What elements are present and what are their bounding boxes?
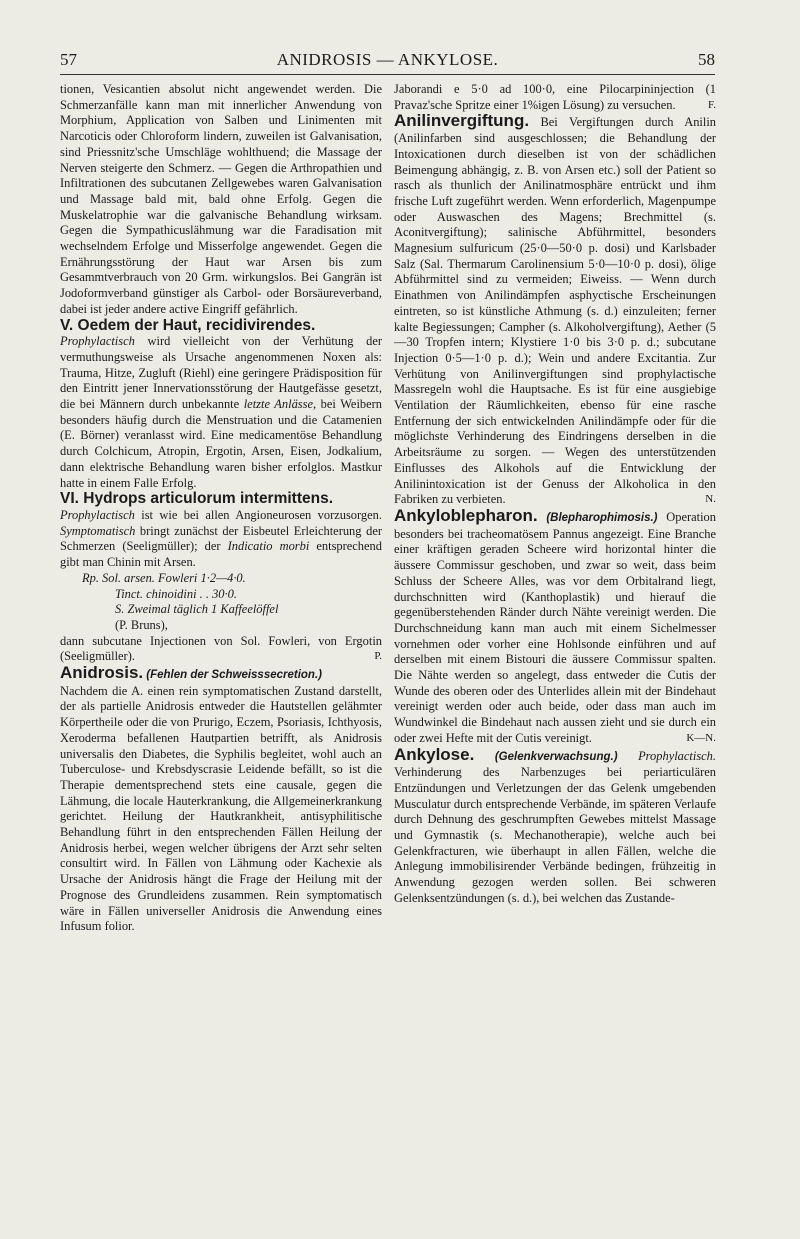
- paragraph: Prophylactisch wird vielleicht von der Verhütung der vermuthungsweise als Ursache angenommenen Noxen als: Trauma, Hitze, Zugluft (Riehl) eine geringere Prädisposition für den Eintritt jener Innervationsstörung der Hautgefässe gesetzt, die bei Männern durch unbekannte letzte Anlässe, bei Weibern besonders häufig durch die Menstruation und die Catamenien (E. Börner) veranlasst wird. Eine medicamentöse Behandlung durch Colchicum, Atropin, Ergotin, Arsen, Eisen, Jodkalium, dann elektrische Behandlung waren bisher erfolglos. Mastkur hatte in einem Falle Erfolg.: [60, 334, 383, 490]
- header-rule: [60, 74, 715, 75]
- paragraph: Nachdem die A. einen rein symptomatischen Zustand darstellt, der als partielle Anidrosis entweder die Hautstellen gelähmter Körpertheile oder die von Prurigo, Eczem, Psoriasis, Ichthyosis, Xeroderma befallenen Hautpartien betrifft, als Anidrosis universalis den Diabetes, die Syphilis begleitet, wohl auch an Tuberculose- und Krebsdyscrasie Leidende befällt, so ist die Therapie dementsprechend stets eine causale, gegen die Lähmung, die locale Hauterkrankung, die Allgemeinerkrankung gerichtet. Heilung der Hautkrankheit, antisyphilitische Behandlung führt in den entsprechenden Fällen Heilung der Anidrosis herbei, wegen welcher übrigens der Arzt sehr selten consultirt wird. In Fällen von Lähmung oder Kachexie als Ursache der Anidrosis hängt die Frage der Heilung mit der Prognose des Grundleidens zusammen. Rein symptomatisch wäre in Fällen universeller Anidrosis die Anwendung eines Infusum folior.: [60, 683, 382, 934]
- section-heading: VI. Hydrops articulorum intermittens.: [60, 490, 334, 508]
- prescription-line: Rp. Sol. arsen. Fowleri 1·2—4·0.: [82, 570, 246, 585]
- section-heading: Ankylose.: [394, 744, 475, 764]
- author-signature: K—N.: [686, 731, 716, 744]
- section-heading: Anilinvergiftung.: [394, 111, 530, 131]
- author-signature: P.: [374, 650, 382, 663]
- prescription-line: Tinct. chinoidini . . 30·0.: [115, 586, 237, 601]
- paragraph: Anilinvergiftung. Bei Vergiftungen durch Anilin (Anilinfarben sind ausgeschlossen; die Behandlung der Intoxicationen durch dieselben ist von der schädlichen Beimengung abhängig, z. B. von Arsen etc.) soll der Patient so rasch als thunlich der Anilinatmosphäre entrückt und ihm frische Luft zugeführt werden. Wenn erforderlich, Magenpumpe oder Auswaschen des Magens; Brechmittel (s. Aconitvergiftung); salinische Abführmittel, besonders Magnesium sulfuricum (25·0—50·0 p. dosi) und Karlsbader Salz (Sal. Thermarum Carolinensium 5·0—10·0 p. dosi), ölige Abführmittel sind zu vermeiden; Eiweiss. — Wenn durch Einathmen von Anilindämpfen asphyctische Erscheinungen eintreten, so ist künstliche Athmung (s. d.) einzuleiten; ferner kalte Begiessungen; Campher (s. Alkoholvergiftung), Aether (5—30 Tropfen intern; Klystiere 1·0 bis 3·0 p. d.; subcutane Injection 0·5—1·0 p. d.); Wein und andere Excitantia. Zur Verhütung von Anilinvergiftungen sind prophylactische Massregeln wohl die Hauptsache. Es ist für eine ausgiebige Ventilation der Räumlichkeiten, ebenso für eine rasche Entfernung der sich entwickelnden Anilindämpfe oder für die möglichste Verhinderung des Eindringens derselben in die Arbeitsräume zu sorgen. — Wegen des unterstützenden Einflusses des Alkohols auf die Entwicklung der Anilinintoxication ist der Genuss der Alkoholica in den Fabriken zu verbieten. N.: [394, 111, 716, 507]
- paragraph: Prophylactisch ist wie bei allen Angioneurosen vorzusorgen. Symptomatisch bringt zunächst der Eisbeutel Erleichterung der Schmerzen (Seeligmüller); der Indicatio morbi entsprechend gibt man Chinin mit Arsen.: [60, 507, 382, 570]
- paragraph: dann subcutane Injectionen von Sol. Fowleri, von Ergotin (Seeligmüller). P.: [60, 633, 382, 664]
- right-column: [394, 82, 716, 907]
- left-column: [60, 82, 382, 935]
- section-heading: Ankyloblepharon.: [394, 505, 538, 525]
- author-signature: F.: [708, 98, 716, 111]
- paragraph: tionen, Vesicantien absolut nicht angewendet werden. Die Schmerzanfälle kann man mit innerlicher Anwendung von Morphium, Application von Salben und Linimenten mit Narcoticis oder Chloroform lindern, zuweilen ist Galvanisation, sind Priessnitz'sche Umschläge wohlthuend; die Massage der Nerven steigerte den Schmerz. — Gegen die Arthropathien und Infiltrationen des subcutanen Zellgewebes waren Galvanisation und Massage bald mit, bald ohne Erfolg. Gegen die Muskelatrophie war die galvanische Behandlung wirksam. Gegen die Sympathicuslähmung war die Faradisation mit wechselndem Erfolge und Misserfolge angewendet. Gegen die Ernährungsstörung der Haut war Arsen bis zum Gesammtverbrauch von 20 Grm. wirkungslos. Bei Gangrän ist Jodoformverband günstiger als Carbol- oder Borsäureverband, dabei ist jeder andere active Eingriff gefährlich.: [60, 82, 382, 316]
- prescription-line: S. Zweimal täglich 1 Kaffeelöffel: [115, 602, 279, 617]
- author-signature: N.: [705, 493, 716, 506]
- section-heading: Anidrosis. (Fehlen der Schweisssecretion.): [60, 663, 322, 683]
- prescription-line: (P. Bruns),: [115, 617, 168, 632]
- page-number-left: 57: [60, 50, 77, 69]
- running-title: ANIDROSIS — ANKYLOSE.: [276, 50, 499, 69]
- paragraph: Ankyloblepharon. (Blepharophimosis.) Operation besonders bei tracheomatösem Pannus angezeigt. Eine Branche einer kräftigen geraden Scheere wird horizontal hinter die äussere Commissur geschoben, und zwar so weit, dass beim Schluss der Scheere Alles, was vor dem Orbitalrand liegt, durchschnitten wird (Kanthoplastik) und hierauf die gegenüberstehenden Ränder durch Nähte vereinigt werden. Die Durchschneidung kann man auch mit einem Sichelmesser vornehmen oder vorher eine Hohlsonde einführen und auf derselben mit einem Bistouri die äussere Commissur spalten. Die Nähte werden so angelegt, dass entweder die Cutis der Wunde des oberen oder des Unterlides allein mit der Bindehaut vereinigt werden oder auch beide, oder dass man auch im Wundwinkel die Bindehaut nach aussen zieht und sie durch ein oder zwei Hefte mit der Cutis vereinigt. K—N.: [394, 505, 716, 745]
- page-number-right: 58: [698, 50, 715, 69]
- section-heading: V. Oedem der Haut, recidivirendes.: [60, 316, 316, 334]
- running-header: [60, 50, 715, 72]
- paragraph: Jaborandi e 5·0 ad 100·0, eine Pilocarpininjection (1 Pravaz'sche Spritze einer 1%igen Lösung) zu versuchen. F.: [394, 82, 716, 112]
- paragraph: Ankylose. (Gelenkverwachsung.) Prophylactisch. Verhinderung des Narbenzuges bei periarticulären Entzündungen und Verletzungen der das Gelenk umgebenden Musculatur durch entsprechende Verbände, im späteren Verlaufe durch Dehnung des geschrumpften Gewebes mittelst Massage und Gymnastik (s. Mechanotherapie), welche auch bei Gelenkfracturen, wie überhaupt in allen Fällen, welche die Anlegung immobilisirender Verbände bedingen, frühzeitig in Anwendung gezogen werden sollen. Bei schweren Gelenksentzündungen (s. d.), bei welchen das Zustande-: [394, 744, 717, 905]
